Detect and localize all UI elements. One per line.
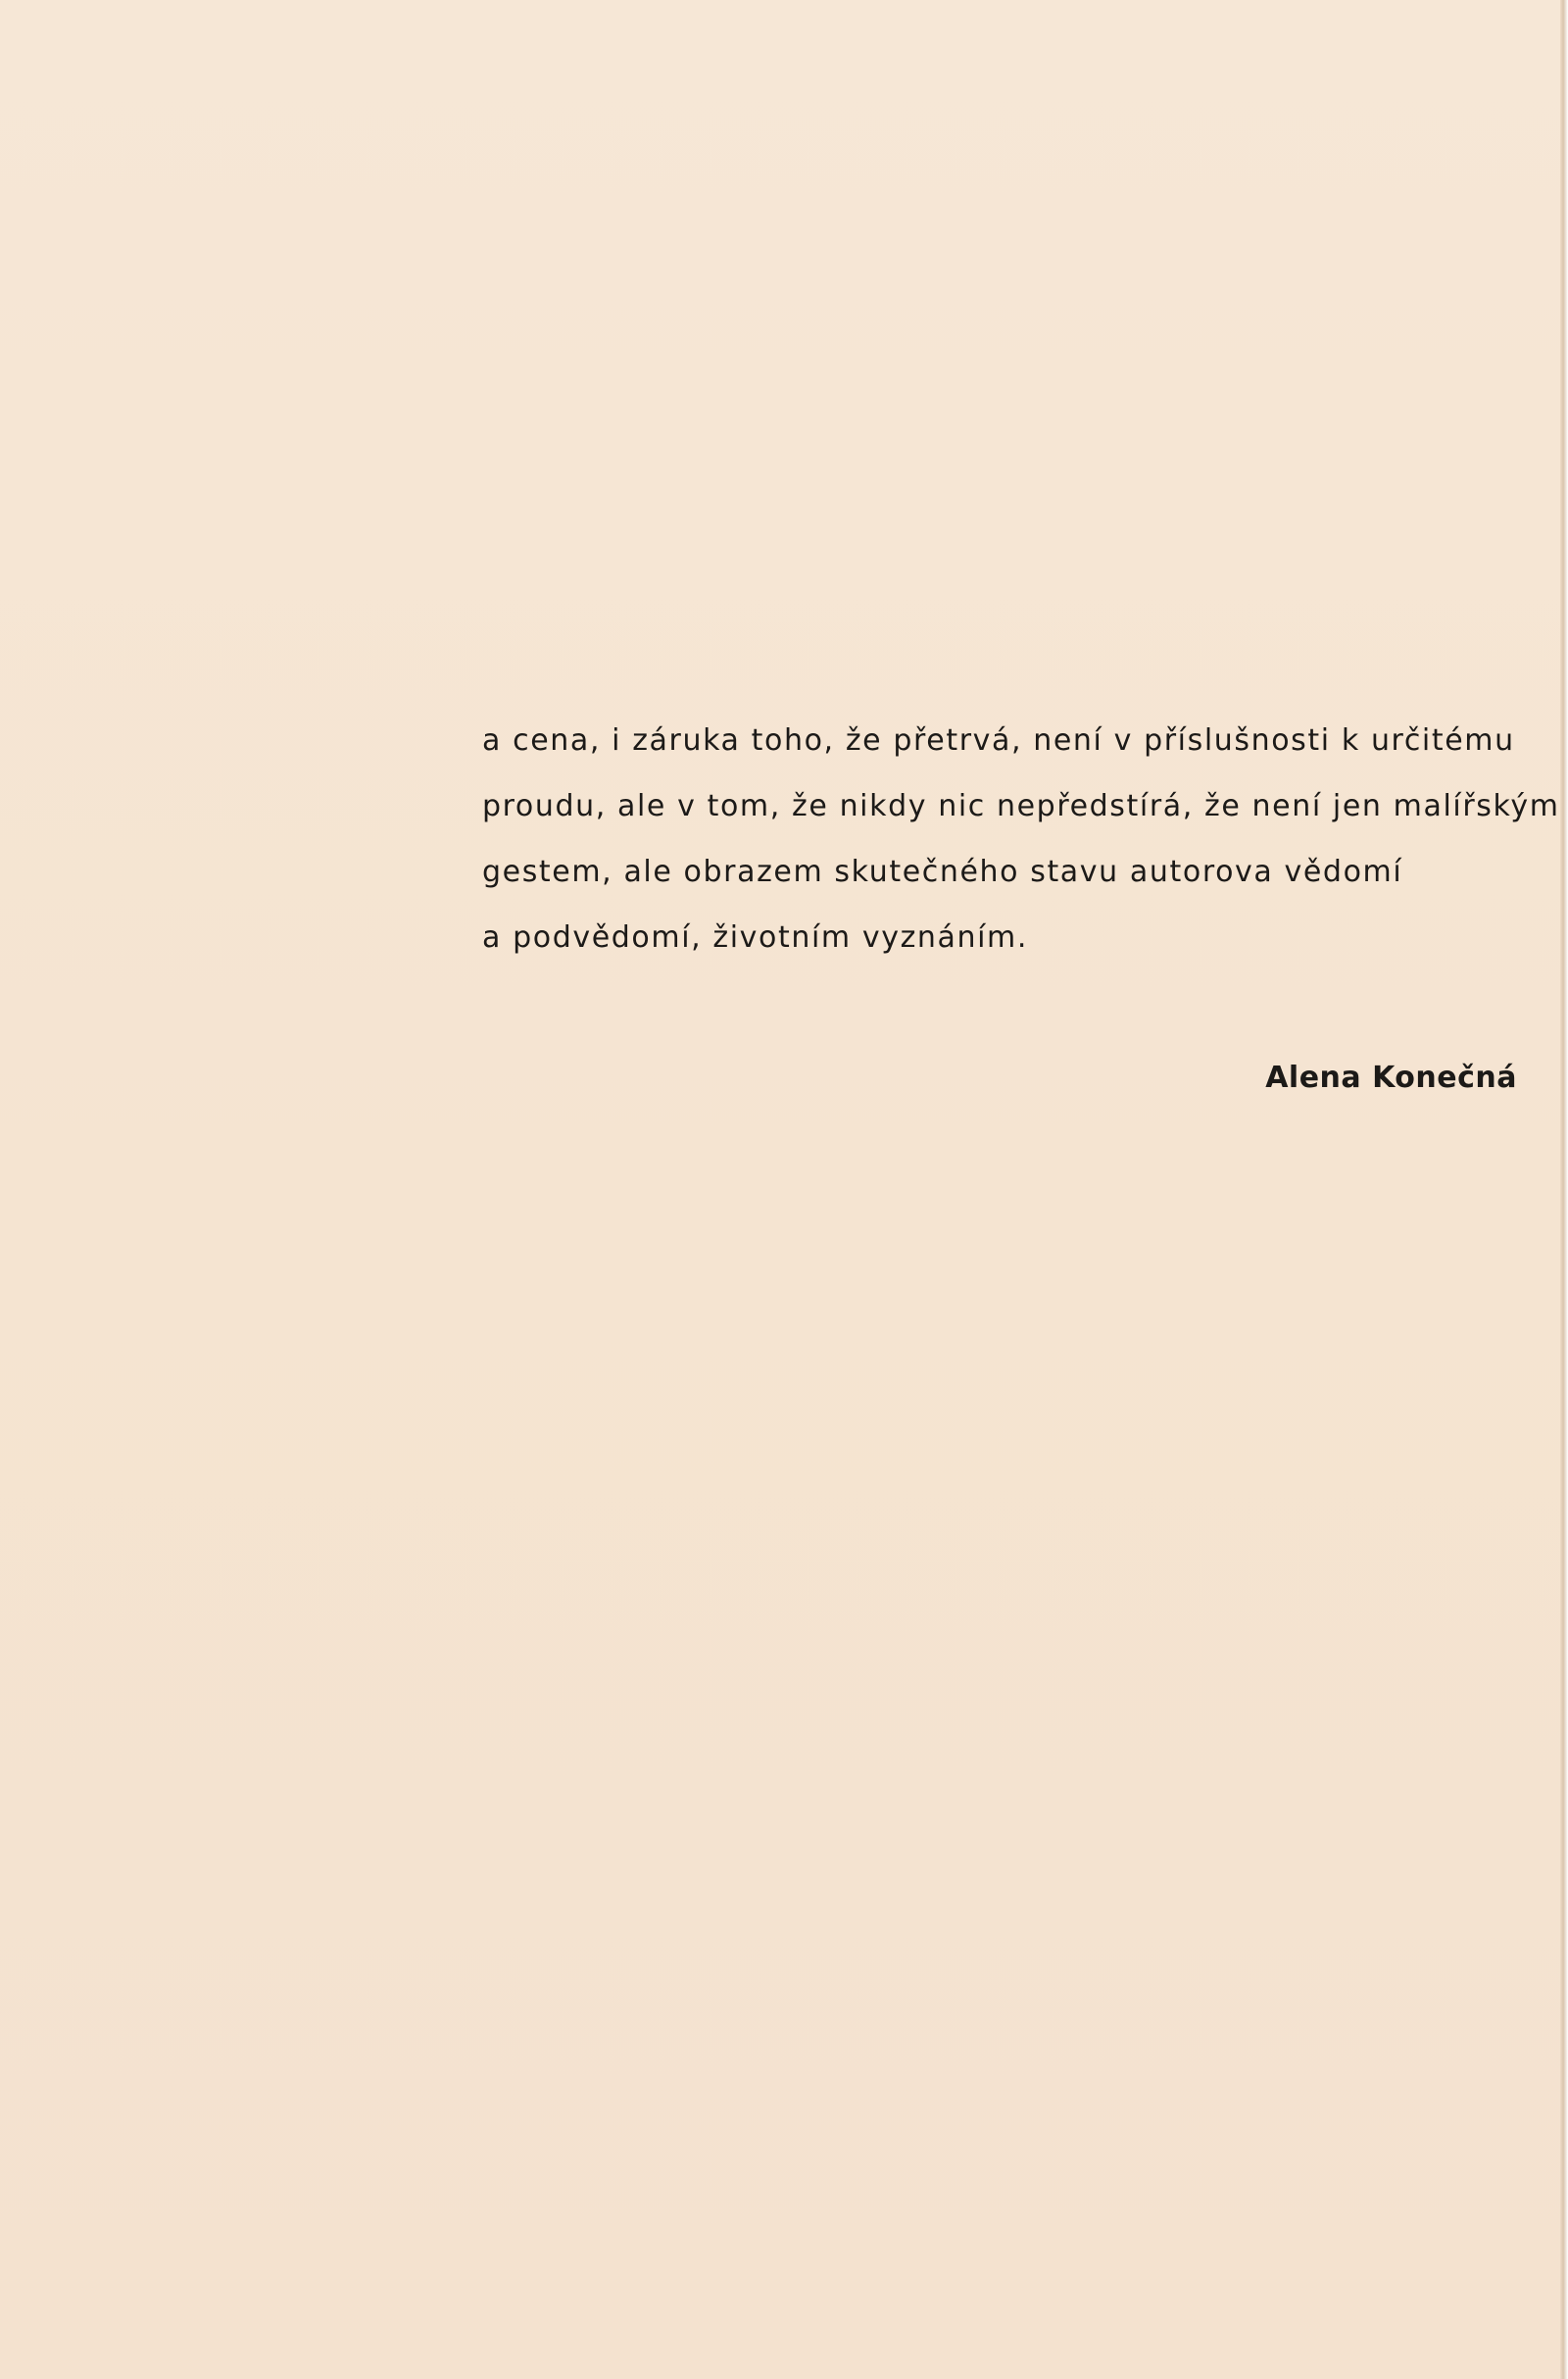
paragraph-line-2: proudu, ale v tom, že nikdy nic nepředstírá, že není jen malířským [482,789,1560,823]
paragraph-line-1: a cena, i záruka toho, že přetrvá, není v příslušnosti k určitému [482,723,1515,758]
paragraph-line-4: a podvědomí, životním vyznáním. [482,920,1029,955]
paragraph-line-3: gestem, ale obrazem skutečného stavu autorova vědomí [482,855,1403,889]
body-paragraph [482,708,1560,970]
author-signature: Alena Konečná [1265,1061,1517,1095]
page-edge [1560,0,1568,2379]
